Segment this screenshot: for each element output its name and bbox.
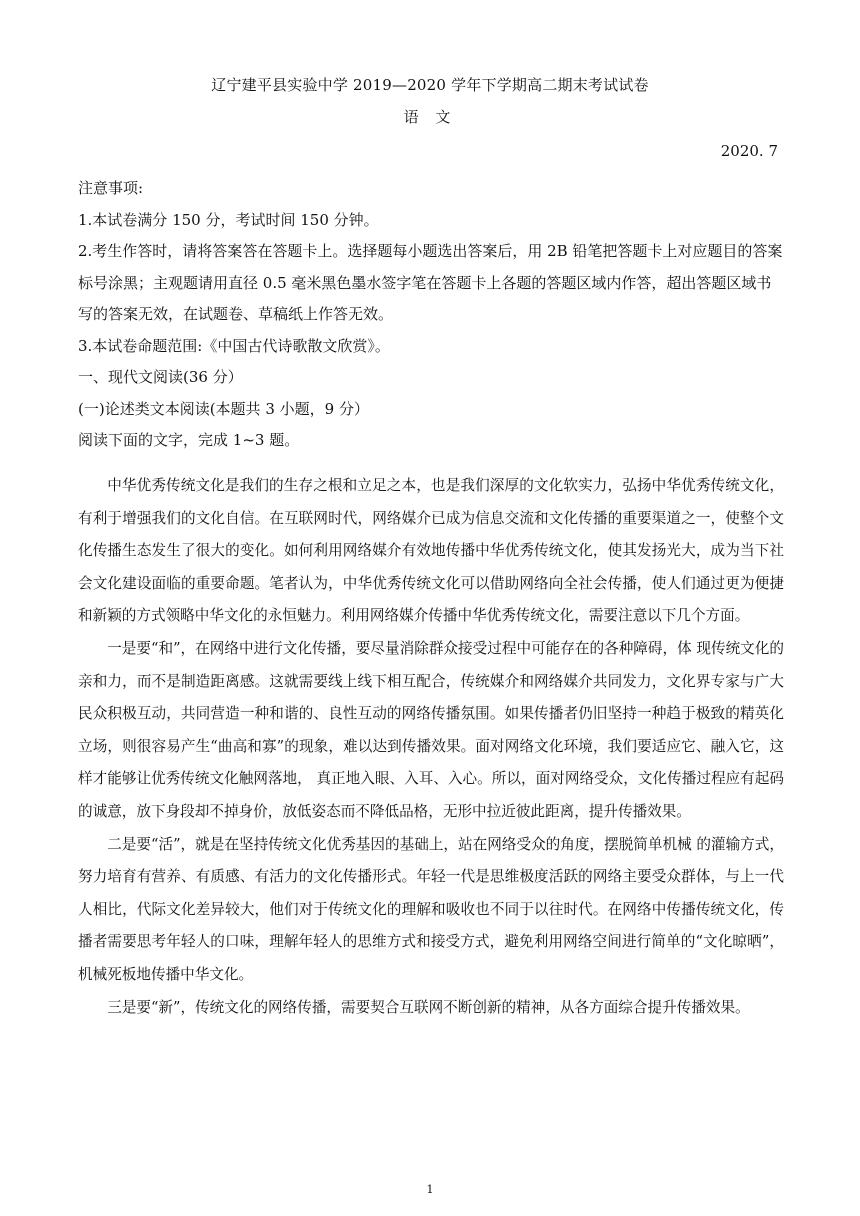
passage-paragraph-3: 二是要“活”，就是在坚持传统文化优秀基因的基础上，站在网络受众的角度，摆脱简单机械 的灌输方式，努力培育有营养、有质感、有活力的文化传播形式。年轻一代是思维极度活跃的网络主要受众群体，与上一代人相比，代际文化差异较大，他们对于传统文化的理解和吸收也不同于以往时代。在网络中传播传统文化，传播者需要思考年轻人的口味，理解年轻人的思维方式和接受方式，避免利用网络空间进行简单的“文化晾晒”，机械死板地传播中华文化。 — [78, 835, 784, 983]
section-subheading: (一)论述类文本阅读(本题共 3 小题，9 分） — [78, 399, 369, 418]
exam-title: 辽宁建平县实验中学 2019—2020 学年下学期高二期末考试试卷 — [211, 76, 649, 94]
exam-date: 2020. 7 — [720, 142, 778, 160]
instructions-block — [78, 173, 784, 457]
subject-title: 语 文 — [403, 108, 457, 126]
notes-heading: 注意事项: — [78, 179, 144, 197]
note-item-3: 3.本试卷命题范围:《中国古代诗歌散文欣赏》。 — [78, 336, 390, 355]
note-item-2: 2.考生作答时，请将答案答在答题卡上。选择题每小题选出答案后，用 2B 铅笔把答题卡上对应题目的答案标号涂黑；主观题请用直径 0.5 毫米黑色墨水签字笔在答题卡上各题的答题区域内作答，超出答题区域书写的答案无效，在试题卷、草稿纸上作答无效。 — [78, 242, 783, 323]
section-heading: 一、现代文阅读(36 分） — [78, 368, 243, 386]
passage-paragraph-1: 中华优秀传统文化是我们的生存之根和立足之本，也是我们深厚的文化软实力，弘扬中华优秀传统文化，有利于增强我们的文化自信。在互联网时代，网络媒介已成为信息交流和文化传播的重要渠道之一，使整个文化传播生态发生了很大的变化。如何利用网络媒介有效地传播中华优秀传统文化，使其发扬光大，成为当下社会文化建设面临的重要命题。笔者认为，中华优秀传统文化可以借助网络向全社会传播，使人们通过更为便捷和新颖的方式领略中华文化的永恒魅力。利用网络媒介传播中华优秀传统文化，需要注意以下几个方面。 — [78, 477, 784, 625]
page-number: 1 — [426, 1183, 434, 1196]
passage-paragraph-2: 一是要“和”，在网络中进行文化传播，要尽量消除群众接受过程中可能存在的各种障碍，体 现传统文化的亲和力，而不是制造距离感。这就需要线上线下相互配合，传统媒介和网络媒介共同发力，文化界专家与广大民众积极互动，共同营造一种和谐的、良性互动的网络传播氛围。如果传播者仍旧坚持一种趋于极致的精英化立场，则很容易产生“曲高和寡”的现象，难以达到传播效果。面对网络文化环境，我们要适应它、融入它，这样才能够让优秀传统文化触网落地， 真正地入眼、入耳、入心。所以，面对网络受众，文化传播过程应有起码的诚意，放下身段却不掉身价，放低姿态而不降低品格，无形中拉近彼此距离，提升传播效果。 — [78, 639, 784, 820]
reading-instruction: 阅读下面的文字，完成 1~3 题。 — [78, 431, 300, 449]
note-item-1: 1.本试卷满分 150 分，考试时间 150 分钟。 — [78, 210, 379, 229]
reading-passage — [78, 470, 784, 1024]
passage-paragraph-4: 三是要“新”，传统文化的网络传播，需要契合互联网不断创新的精神，从各方面综合提升传播效果。 — [107, 998, 750, 1016]
